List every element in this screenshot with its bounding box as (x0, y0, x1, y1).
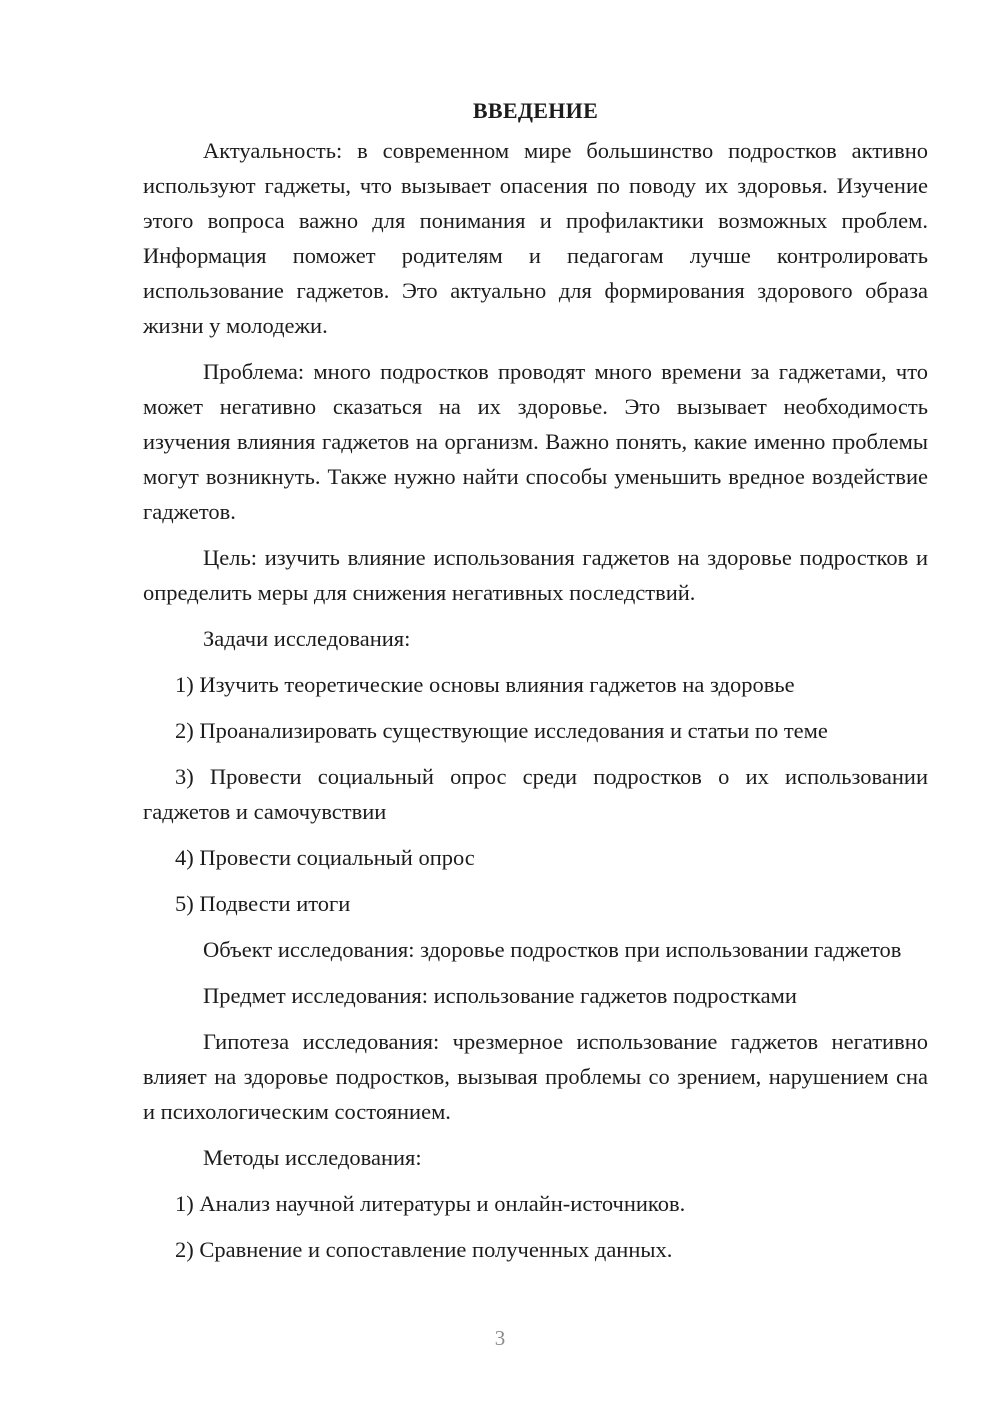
task-item-1: 1) Изучить теоретические основы влияния гаджетов на здоровье (175, 672, 795, 697)
tasks-heading: Задачи исследования: (203, 626, 411, 651)
hypothesis-paragraph: Гипотеза исследования: чрезмерное использование гаджетов негативно влияет на здоровье подростков, вызывая проблемы со зрением, нарушением сна и психологическим состоянием. (143, 1029, 928, 1124)
object-paragraph: Объект исследования: здоровье подростков при использовании гаджетов (203, 937, 902, 962)
method-item-2: 2) Сравнение и сопоставление полученных данных. (175, 1237, 673, 1262)
goal-paragraph: Цель: изучить влияние использования гаджетов на здоровье подростков и определить меры для снижения негативных последствий. (143, 545, 928, 605)
task-item-5: 5) Подвести итоги (175, 891, 351, 916)
task-item-4: 4) Провести социальный опрос (175, 845, 475, 870)
document-page (143, 93, 928, 1278)
relevance-paragraph: Актуальность: в современном мире большинство подростков активно используют гаджеты, что вызывает опасения по поводу их здоровья. Изучение этого вопроса важно для понимания и профилактики возможных проблем. Информация поможет родителям и педагогам лучше контролировать использование гаджетов. Это актуально для формирования здорового образа жизни у молодежи. (143, 138, 928, 338)
subject-paragraph: Предмет исследования: использование гаджетов подростками (203, 983, 797, 1008)
section-title: ВВЕДЕНИЕ (472, 98, 599, 123)
page-number: 3 (494, 1326, 506, 1350)
problem-paragraph: Проблема: много подростков проводят много времени за гаджетами, что может негативно сказаться на их здоровье. Это вызывает необходимость изучения влияния гаджетов на организм. Важно понять, какие именно проблемы могут возникнуть. Также нужно найти способы уменьшить вредное воздействие гаджетов. (143, 359, 928, 524)
methods-heading: Методы исследования: (203, 1145, 422, 1170)
method-item-1: 1) Анализ научной литературы и онлайн-источников. (175, 1191, 686, 1216)
task-item-2: 2) Проанализировать существующие исследования и статьи по теме (175, 718, 828, 743)
task-item-3: 3) Провести социальный опрос среди подростков о их использовании гаджетов и самочувствии (143, 764, 928, 824)
